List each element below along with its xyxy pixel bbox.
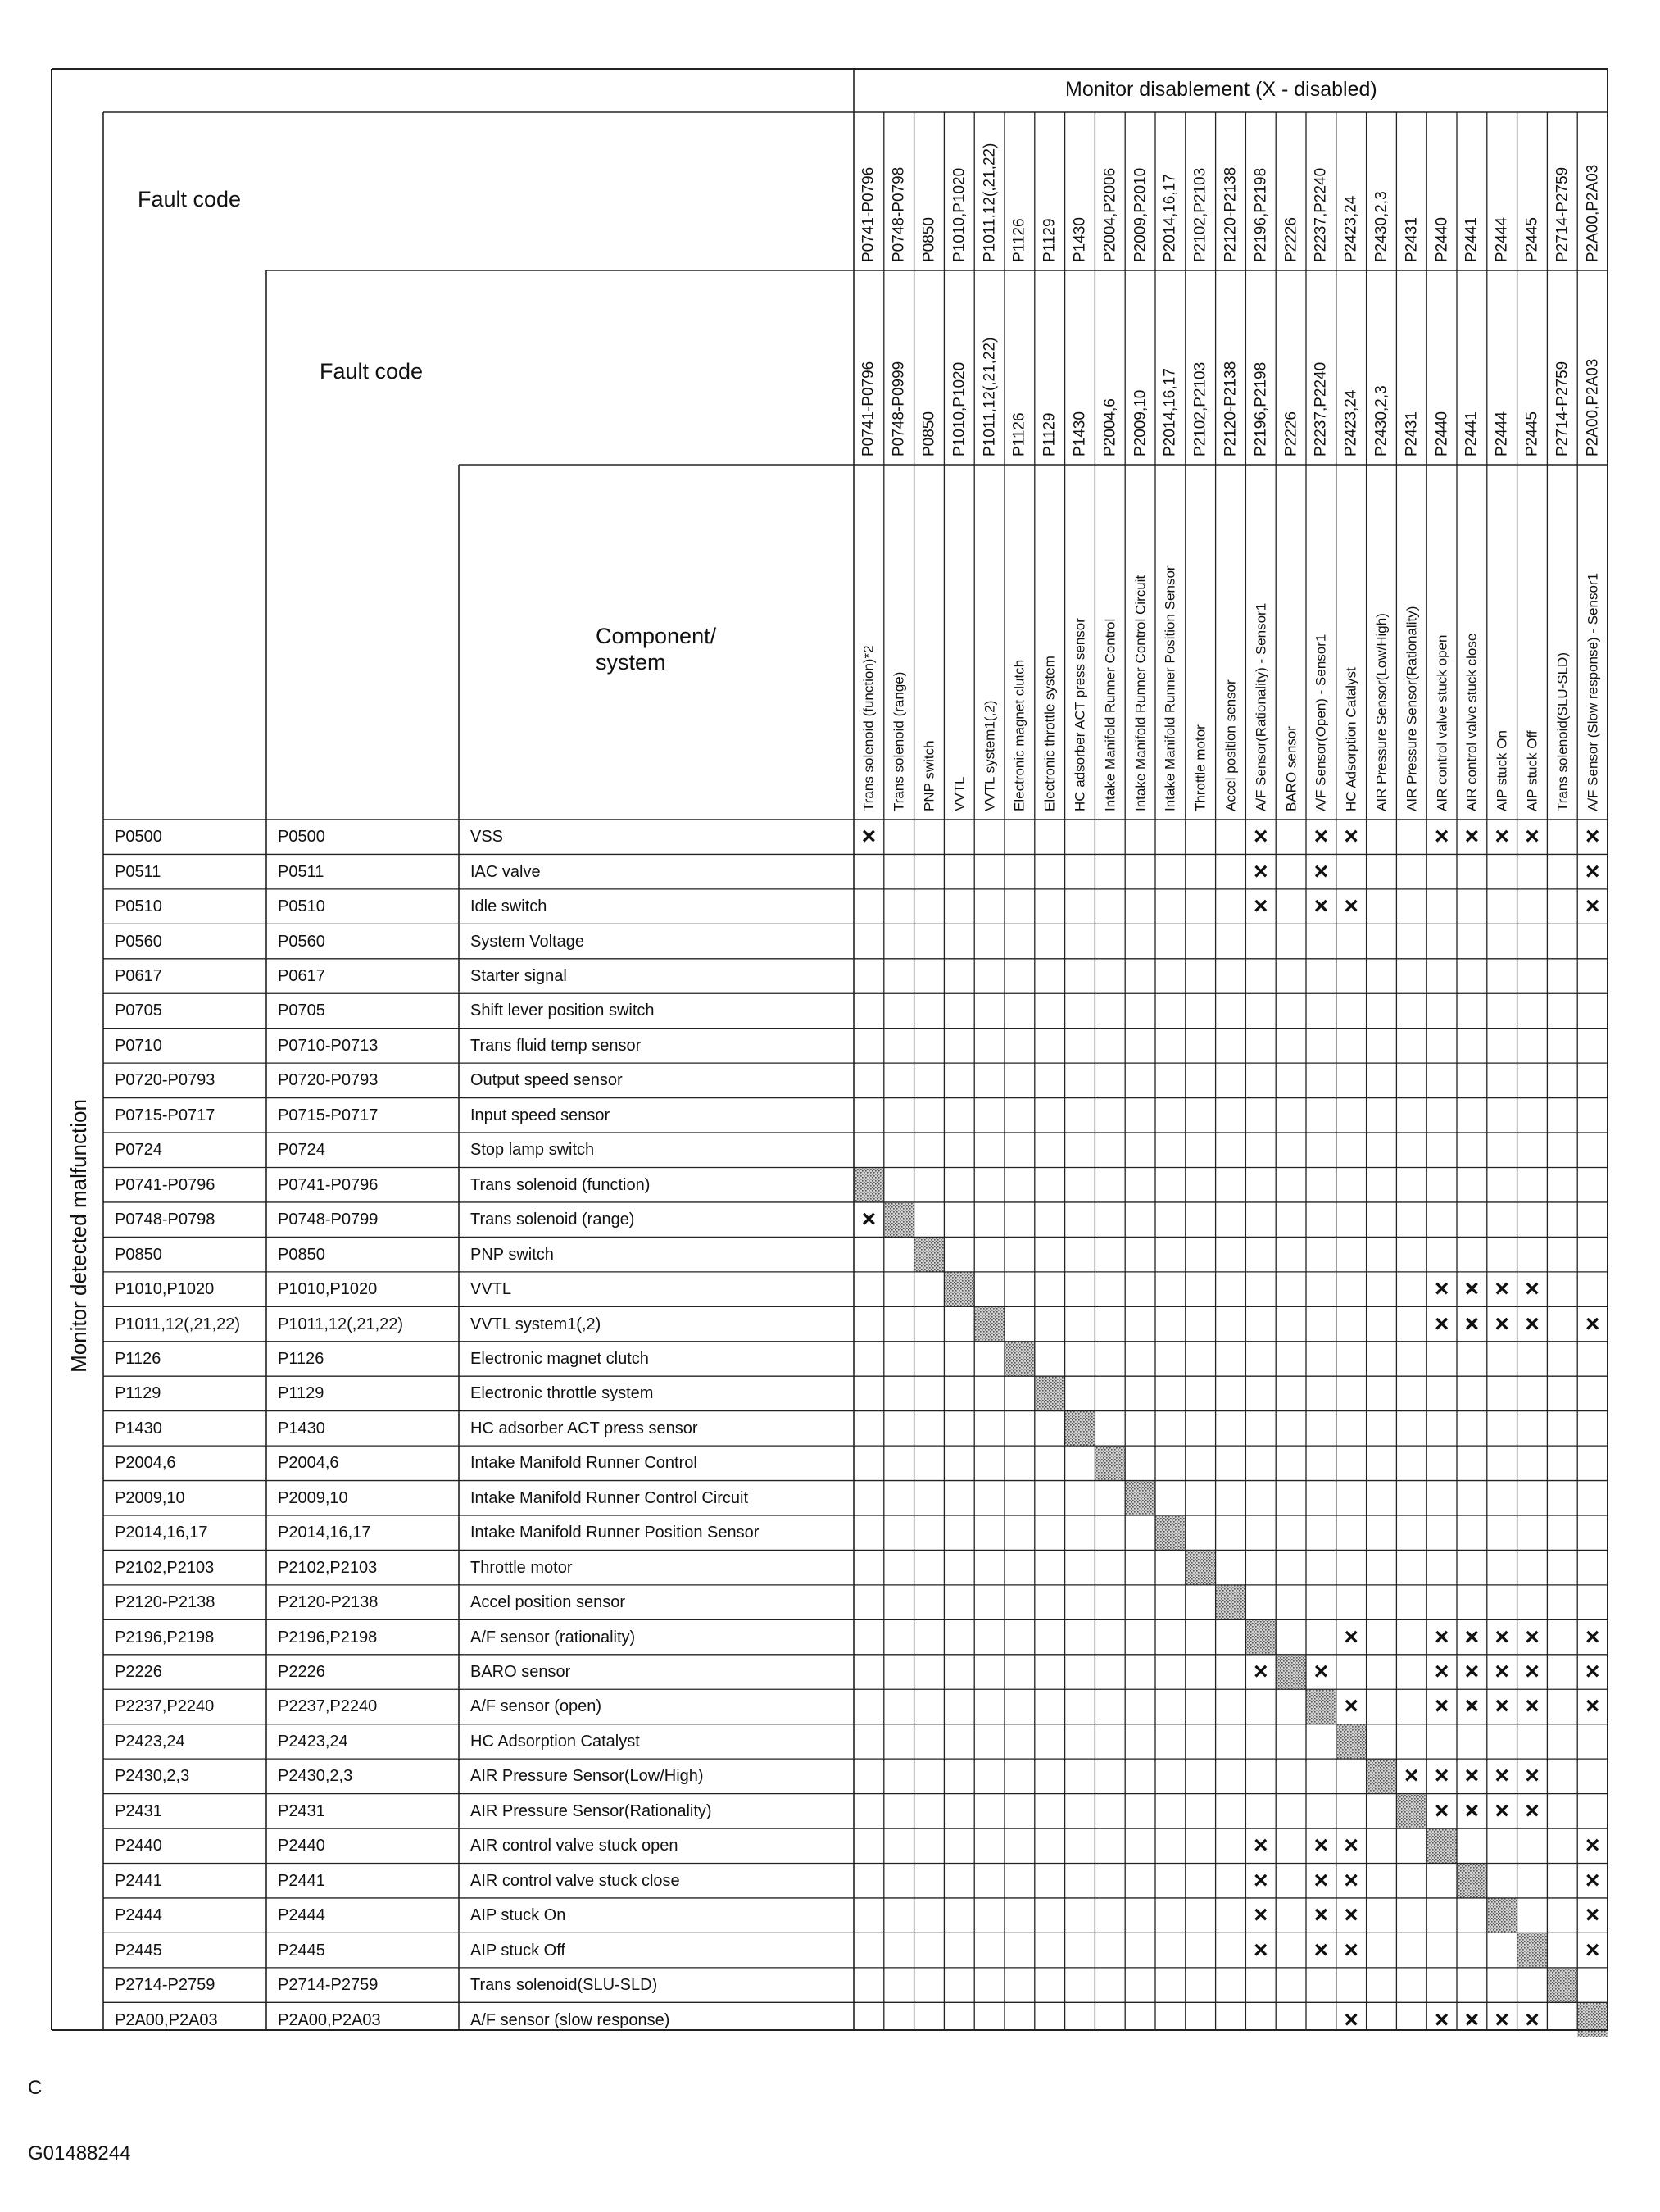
self-cell (1245, 1619, 1276, 1654)
disabled-mark: × (1464, 1692, 1480, 1720)
disabled-mark: × (1464, 1623, 1480, 1651)
disabled-mark: × (1254, 893, 1268, 920)
column-fault-code-2: P2009,10 (1132, 389, 1150, 456)
column-fault-code-2: P2445 (1523, 411, 1541, 456)
self-cell (1367, 1759, 1397, 1793)
disabled-mark: × (1313, 893, 1329, 920)
disabled-mark: × (1254, 823, 1268, 851)
disabled-mark: × (1525, 1762, 1540, 1790)
column-fault-code-1: P2440 (1433, 217, 1451, 262)
row-fault-code-2: P0741-P0796 (278, 1175, 379, 1194)
disabled-mark: × (1434, 823, 1449, 851)
row-fault-code-1: P2444 (115, 1906, 162, 1925)
row-fault-code-1: P2120-P2138 (115, 1593, 215, 1612)
disabled-mark: × (1494, 2005, 1509, 2033)
row-component: Trans solenoid (range) (470, 1210, 635, 1229)
row-fault-code-1: P2009,10 (115, 1488, 185, 1507)
row-fault-code-1: P2441 (115, 1871, 162, 1890)
row-fault-code-2: P1129 (278, 1384, 324, 1403)
column-fault-code-1: P2014,16,17 (1161, 174, 1179, 262)
column-component: HC Adsorption Catalyst (1343, 667, 1359, 811)
row-fault-code-2: P2441 (278, 1871, 325, 1890)
row-component: VSS (470, 828, 504, 847)
self-cell (1306, 1689, 1336, 1724)
disabled-mark: × (1525, 1658, 1540, 1686)
row-fault-code-1: P2431 (115, 1801, 162, 1820)
disabled-mark: × (1464, 1796, 1480, 1824)
row-fault-code-1: P0710 (115, 1036, 162, 1055)
row-fault-code-2: P0560 (278, 932, 325, 951)
row-fault-code-2: P2714-P2759 (278, 1976, 379, 1995)
column-component: Intake Manifold Runner Control Circuit (1132, 575, 1149, 811)
column-fault-code-2: P2423,24 (1342, 389, 1360, 456)
row-fault-code-1: P1430 (115, 1419, 162, 1438)
column-fault-code-1: P2120-P2138 (1222, 166, 1240, 262)
column-component: Intake Manifold Runner Position Sensor (1162, 565, 1178, 811)
column-component: Throttle motor (1192, 724, 1209, 811)
disabled-mark: × (1313, 1936, 1329, 1964)
column-fault-code-2: P2120-P2138 (1222, 361, 1240, 456)
row-component: Stop lamp switch (470, 1141, 595, 1160)
row-fault-code-1: P0617 (115, 967, 162, 986)
disabled-mark: × (1434, 1796, 1449, 1824)
disabled-mark: × (1494, 1692, 1509, 1720)
row-fault-code-2: P2445 (278, 1941, 325, 1960)
row-fault-code-1: P2A00,P2A03 (115, 2010, 218, 2029)
disabled-mark: × (1344, 823, 1358, 851)
disabled-mark: × (1585, 1866, 1600, 1894)
row-component: Intake Manifold Runner Position Sensor (470, 1524, 760, 1542)
disabled-mark: × (1313, 1901, 1329, 1929)
row-component: AIR Pressure Sensor(Rationality) (470, 1801, 712, 1820)
row-fault-code-1: P2445 (115, 1941, 162, 1960)
row-fault-code-2: P0500 (278, 828, 325, 847)
row-component: Input speed sensor (470, 1106, 610, 1124)
row-fault-code-2: P2004,6 (278, 1454, 339, 1473)
column-fault-code-2: P2714-P2759 (1553, 361, 1572, 456)
row-fault-code-1: P0705 (115, 1002, 162, 1020)
disabled-mark: × (1344, 2005, 1358, 2033)
column-fault-code-1: P2102,P2103 (1191, 167, 1209, 262)
column-component: VVTL (951, 776, 968, 811)
row-fault-code-1: P1126 (115, 1349, 161, 1368)
row-fault-code-1: P0511 (115, 862, 161, 881)
disabled-mark: × (1494, 823, 1509, 851)
self-cell (1186, 1550, 1216, 1584)
disabled-mark: × (1254, 1866, 1268, 1894)
self-cell (854, 1168, 884, 1202)
monitor-disablement-title: Monitor disablement (X - disabled) (1065, 78, 1377, 101)
disabled-mark: × (1464, 1658, 1480, 1686)
row-component: AIR control valve stuck open (470, 1837, 678, 1855)
self-cell (1517, 1933, 1548, 1967)
row-fault-code-2: P0617 (278, 967, 325, 986)
column-component: AIR Pressure Sensor(Low/High) (1373, 613, 1390, 811)
row-component: BARO sensor (470, 1663, 571, 1682)
column-component: AIR control valve stuck close (1463, 633, 1480, 811)
self-cell (1276, 1655, 1306, 1689)
row-component: VVTL system1(,2) (470, 1315, 601, 1333)
disabled-mark: × (1494, 1310, 1509, 1338)
disabled-mark: × (1585, 1623, 1600, 1651)
column-fault-code-1: P2004,P2006 (1101, 167, 1119, 262)
row-fault-code-2: P2430,2,3 (278, 1767, 353, 1786)
self-cell (1457, 1864, 1487, 1898)
disabled-mark: × (1494, 1796, 1509, 1824)
figure-id: G01488244 (28, 2142, 131, 2164)
self-cell (1487, 1898, 1517, 1933)
row-fault-code-1: P2196,P2198 (115, 1628, 215, 1647)
disabled-mark: × (1404, 1762, 1419, 1790)
self-cell (1426, 1828, 1457, 1863)
disabled-mark: × (1525, 1796, 1540, 1824)
row-component: HC Adsorption Catalyst (470, 1732, 640, 1751)
row-fault-code-1: P2004,6 (115, 1454, 176, 1473)
row-component: Intake Manifold Runner Control (470, 1454, 697, 1473)
disabled-mark: × (1434, 1310, 1449, 1338)
disabled-mark: × (1344, 1692, 1358, 1720)
row-fault-code-2: P2440 (278, 1837, 325, 1855)
row-fault-code-1: P2430,2,3 (115, 1767, 190, 1786)
column-fault-code-1: P1129 (1041, 218, 1059, 262)
row-fault-code-2: P2431 (278, 1801, 325, 1820)
row-fault-code-2: P2444 (278, 1906, 325, 1925)
column-fault-code-1: P2226 (1282, 217, 1300, 262)
self-cell (1216, 1585, 1246, 1619)
disabled-mark: × (1254, 1832, 1268, 1860)
row-fault-code-2: P2102,P2103 (278, 1558, 378, 1577)
fault-code-header-2: Fault code (320, 359, 424, 384)
row-fault-code-1: P0510 (115, 897, 162, 916)
self-cell (1065, 1411, 1095, 1446)
disabled-mark: × (1525, 1692, 1540, 1720)
column-fault-code-1: P2A00,P2A03 (1584, 164, 1602, 262)
column-fault-code-2: P1126 (1010, 412, 1028, 456)
self-cell (1155, 1515, 1186, 1550)
column-component: BARO sensor (1283, 726, 1299, 811)
row-fault-code-1: P2237,P2240 (115, 1697, 215, 1716)
row-fault-code-1: P1010,P1020 (115, 1280, 215, 1299)
column-component: Trans solenoid (range) (891, 671, 907, 811)
disabled-mark: × (1344, 1623, 1358, 1651)
disabled-mark: × (1585, 857, 1600, 885)
row-fault-code-1: P2014,16,17 (115, 1524, 208, 1542)
disabled-mark: × (1585, 1936, 1600, 1964)
column-fault-code-2: P1011,12(,21,22) (981, 337, 999, 456)
column-fault-code-1: P1010,P1020 (950, 167, 968, 262)
column-component: AIP stuck Off (1524, 730, 1540, 811)
self-cell (1396, 1794, 1426, 1828)
self-cell (974, 1306, 1005, 1341)
row-component: Trans solenoid (function) (470, 1175, 651, 1194)
column-component: VVTL system1(,2) (982, 700, 998, 811)
row-fault-code-1: P0724 (115, 1141, 162, 1160)
disabled-mark: × (1464, 823, 1480, 851)
row-fault-code-1: P0560 (115, 932, 162, 951)
row-fault-code-2: P0511 (278, 862, 324, 881)
column-component: A/F Sensor (Slow response) - Sensor1 (1585, 572, 1601, 811)
disabled-mark: × (1434, 1658, 1449, 1686)
column-fault-code-2: P1010,P1020 (950, 361, 968, 456)
row-fault-code-1: P0748-P0798 (115, 1210, 215, 1229)
disabled-mark: × (1313, 1658, 1329, 1686)
column-fault-code-1: P0850 (920, 217, 938, 262)
row-fault-code-2: P2226 (278, 1663, 325, 1682)
row-fault-code-2: P0748-P0799 (278, 1210, 379, 1229)
column-component: Trans solenoid(SLU-SLD) (1554, 652, 1571, 811)
row-fault-code-2: P0510 (278, 897, 325, 916)
row-fault-code-1: P2102,P2103 (115, 1558, 215, 1577)
column-fault-code-1: P2423,24 (1342, 195, 1360, 262)
row-component: AIR Pressure Sensor(Low/High) (470, 1767, 704, 1786)
column-fault-code-2: P2A00,P2A03 (1584, 358, 1602, 456)
disabled-mark: × (1525, 1275, 1540, 1303)
disabled-mark: × (1525, 1310, 1540, 1338)
column-fault-code-2: P2102,P2103 (1191, 361, 1209, 456)
self-cell (884, 1202, 914, 1237)
row-component: A/F sensor (open) (470, 1697, 602, 1716)
row-fault-code-2: P0705 (278, 1002, 325, 1020)
disabled-mark: × (1344, 1832, 1358, 1860)
column-component: Intake Manifold Runner Control (1102, 618, 1118, 811)
row-fault-code-2: P0724 (278, 1141, 325, 1160)
disabled-mark: × (1313, 823, 1329, 851)
column-fault-code-2: P0741-P0796 (859, 361, 878, 456)
disabled-mark: × (1585, 1832, 1600, 1860)
row-fault-code-1: P0741-P0796 (115, 1175, 215, 1194)
disabled-mark: × (1434, 1692, 1449, 1720)
disabled-mark: × (1313, 1832, 1329, 1860)
disabled-mark: × (1525, 1623, 1540, 1651)
row-component: AIP stuck Off (470, 1941, 565, 1960)
column-fault-code-2: P2014,16,17 (1161, 368, 1179, 456)
column-fault-code-2: P2431 (1403, 411, 1421, 456)
column-fault-code-1: P2445 (1523, 217, 1541, 262)
disabled-mark: × (1464, 1275, 1480, 1303)
column-fault-code-2: P2440 (1433, 411, 1451, 456)
row-component: Starter signal (470, 967, 567, 986)
disabled-mark: × (1344, 1901, 1358, 1929)
disabled-mark: × (1344, 1936, 1358, 1964)
row-fault-code-1: P1129 (115, 1384, 161, 1403)
row-fault-code-2: P0850 (278, 1245, 325, 1264)
column-component: AIR Pressure Sensor(Rationality) (1404, 606, 1420, 811)
row-fault-code-2: P2014,16,17 (278, 1524, 371, 1542)
column-fault-code-1: P2444 (1493, 217, 1511, 262)
row-component: Electronic throttle system (470, 1384, 654, 1403)
disabled-mark: × (1434, 2005, 1449, 2033)
row-component: AIP stuck On (470, 1906, 566, 1925)
disabled-mark: × (1464, 1310, 1480, 1338)
column-fault-code-2: P2444 (1493, 411, 1511, 456)
column-fault-code-1: P2431 (1403, 217, 1421, 262)
row-component: PNP switch (470, 1245, 554, 1264)
row-fault-code-2: P2423,24 (278, 1732, 348, 1751)
row-fault-code-2: P0720-P0793 (278, 1071, 379, 1090)
disabled-mark: × (1494, 1658, 1509, 1686)
disabled-mark: × (1525, 823, 1540, 851)
row-fault-code-2: P2009,10 (278, 1488, 348, 1507)
row-fault-code-2: P2196,P2198 (278, 1628, 378, 1647)
row-component: Intake Manifold Runner Control Circuit (470, 1488, 749, 1507)
self-cell (1125, 1481, 1155, 1515)
column-component: PNP switch (921, 740, 937, 811)
column-fault-code-1: P2430,2,3 (1372, 191, 1390, 262)
row-component: Accel position sensor (470, 1593, 625, 1612)
column-fault-code-1: P2237,P2240 (1312, 167, 1330, 262)
row-fault-code-1: P1011,12(,21,22) (115, 1315, 241, 1333)
side-label-monitor-detected: Monitor detected malfunction (66, 1099, 91, 1373)
disabled-mark: × (1464, 1762, 1480, 1790)
column-fault-code-2: P2226 (1282, 411, 1300, 456)
column-fault-code-1: P0741-P0796 (859, 166, 878, 262)
disabled-mark: × (1494, 1762, 1509, 1790)
row-fault-code-2: P2120-P2138 (278, 1593, 379, 1612)
self-cell (944, 1272, 974, 1306)
self-cell (1547, 1968, 1577, 2002)
row-fault-code-1: P0720-P0793 (115, 1071, 215, 1090)
disabled-mark: × (1254, 1936, 1268, 1964)
row-component: VVTL (470, 1280, 512, 1299)
disabled-mark: × (1525, 2005, 1540, 2033)
self-cell (1005, 1342, 1035, 1376)
row-fault-code-2: P2A00,P2A03 (278, 2010, 381, 2029)
disabled-mark: × (1254, 1658, 1268, 1686)
column-component: Electronic magnet clutch (1011, 659, 1027, 811)
self-cell (1336, 1724, 1367, 1759)
disabled-mark: × (1494, 1623, 1509, 1651)
row-component: Output speed sensor (470, 1071, 623, 1090)
column-component: A/F Sensor(Rationality) - Sensor1 (1253, 602, 1269, 811)
column-component: Trans solenoid (function)*2 (860, 645, 877, 811)
row-component: Shift lever position switch (470, 1002, 655, 1020)
column-fault-code-2: P2430,2,3 (1372, 385, 1390, 456)
row-component: IAC valve (470, 862, 541, 881)
row-component: Trans solenoid(SLU-SLD) (470, 1976, 658, 1995)
row-fault-code-1: P2226 (115, 1663, 162, 1682)
component-system-header: Component/ system (596, 624, 717, 675)
disabled-mark: × (1434, 1762, 1449, 1790)
self-cell (1577, 2002, 1608, 2037)
row-fault-code-2: P1011,12(,21,22) (278, 1315, 404, 1333)
column-fault-code-1: P2714-P2759 (1553, 166, 1572, 262)
self-cell (914, 1237, 945, 1271)
column-fault-code-2: P1129 (1041, 412, 1059, 456)
column-fault-code-2: P1430 (1071, 411, 1089, 456)
row-fault-code-1: P0850 (115, 1245, 162, 1264)
column-fault-code-1: P1126 (1010, 218, 1028, 262)
disabled-mark: × (1585, 1901, 1600, 1929)
column-component: A/F Sensor(Open) - Sensor1 (1313, 634, 1329, 811)
disabled-mark: × (1313, 857, 1329, 885)
column-fault-code-1: P1011,12(,21,22) (981, 143, 999, 262)
disabled-mark: × (1254, 1901, 1268, 1929)
fault-code-header-1: Fault code (138, 187, 242, 211)
row-fault-code-1: P2714-P2759 (115, 1976, 215, 1995)
disabled-mark: × (1585, 1692, 1600, 1720)
disabled-mark: × (1464, 2005, 1480, 2033)
row-fault-code-1: P0715-P0717 (115, 1106, 215, 1124)
row-component: A/F sensor (rationality) (470, 1628, 636, 1647)
row-component: A/F sensor (slow response) (470, 2010, 670, 2029)
column-fault-code-2: P0850 (920, 411, 938, 456)
column-fault-code-2: P2237,P2240 (1312, 361, 1330, 456)
self-cell (1095, 1446, 1125, 1480)
self-cell (1035, 1376, 1065, 1410)
disabled-mark: × (1585, 1310, 1600, 1338)
column-fault-code-1: P2441 (1463, 217, 1481, 262)
column-fault-code-2: P2441 (1463, 411, 1481, 456)
disabled-mark: × (1434, 1623, 1449, 1651)
row-fault-code-1: P2440 (115, 1837, 162, 1855)
row-fault-code-2: P0715-P0717 (278, 1106, 379, 1124)
column-fault-code-1: P2196,P2198 (1252, 167, 1270, 262)
row-component: HC adsorber ACT press sensor (470, 1419, 698, 1438)
column-fault-code-2: P2196,P2198 (1252, 361, 1270, 456)
column-component: HC adsorber ACT press sensor (1072, 618, 1088, 811)
disabled-mark: × (1344, 893, 1358, 920)
row-component: Electronic magnet clutch (470, 1349, 649, 1368)
column-component: AIR control valve stuck open (1434, 634, 1450, 811)
row-fault-code-2: P1010,P1020 (278, 1280, 378, 1299)
row-fault-code-2: P1126 (278, 1349, 324, 1368)
column-fault-code-1: P1430 (1071, 217, 1089, 262)
row-component: Throttle motor (470, 1558, 573, 1577)
disabled-mark: × (1313, 1866, 1329, 1894)
disabled-mark: × (861, 1206, 877, 1233)
row-component: AIR control valve stuck close (470, 1871, 680, 1890)
row-component: Idle switch (470, 897, 547, 916)
disabled-mark: × (1434, 1275, 1449, 1303)
row-fault-code-2: P0710-P0713 (278, 1036, 379, 1055)
disabled-mark: × (1494, 1275, 1509, 1303)
disabled-mark: × (1585, 823, 1600, 851)
disabled-mark: × (861, 823, 877, 851)
column-component: AIP stuck On (1494, 730, 1510, 811)
disabled-mark: × (1585, 1658, 1600, 1686)
column-fault-code-2: P2004,6 (1101, 398, 1119, 456)
row-component: Trans fluid temp sensor (470, 1036, 642, 1055)
column-fault-code-1: P0748-P0798 (890, 166, 908, 262)
row-fault-code-2: P2237,P2240 (278, 1697, 378, 1716)
column-fault-code-2: P0748-P0999 (890, 361, 908, 456)
disabled-mark: × (1585, 893, 1600, 920)
disabled-mark: × (1344, 1866, 1358, 1894)
footer-letter: C (28, 2077, 43, 2099)
column-component: Electronic throttle system (1041, 656, 1058, 811)
disabled-mark: × (1254, 857, 1268, 885)
row-fault-code-2: P1430 (278, 1419, 325, 1438)
row-fault-code-1: P2423,24 (115, 1732, 185, 1751)
row-component: System Voltage (470, 932, 584, 951)
column-fault-code-1: P2009,P2010 (1132, 167, 1150, 262)
row-fault-code-1: P0500 (115, 828, 162, 847)
column-component: Accel position sensor (1222, 679, 1239, 811)
